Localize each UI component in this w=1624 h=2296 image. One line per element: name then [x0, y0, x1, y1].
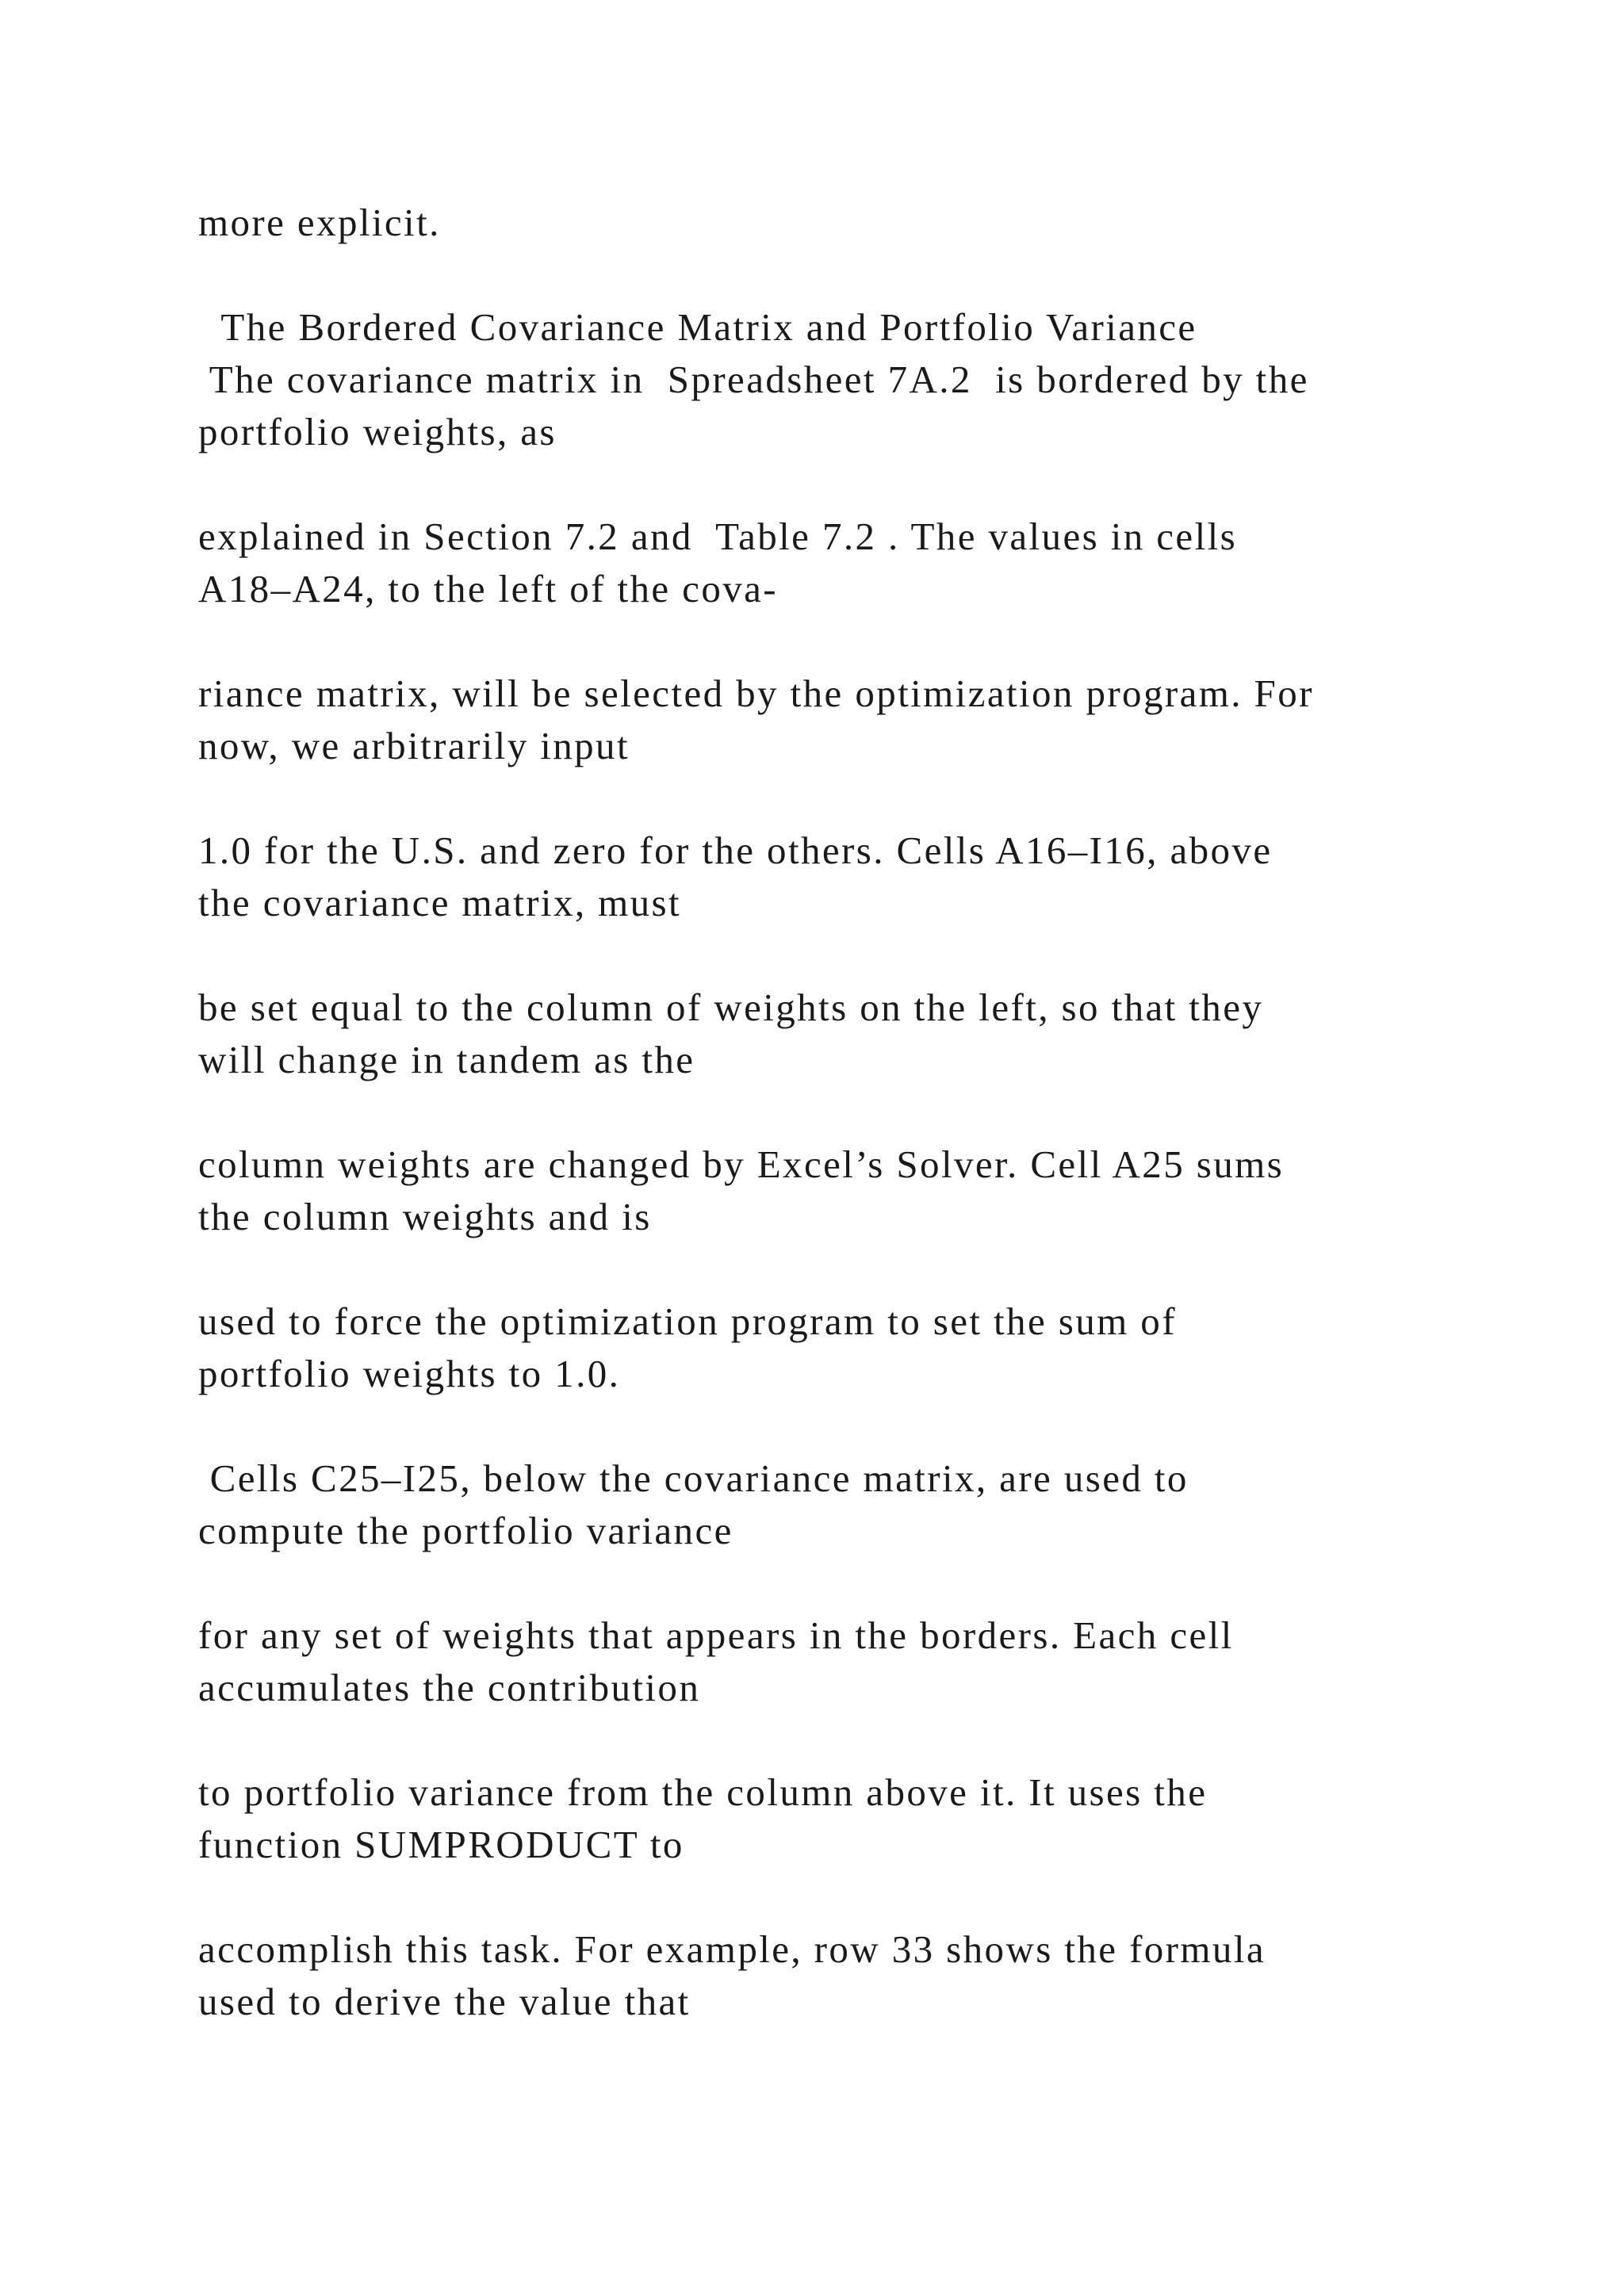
text-line: the column weights and is	[198, 1195, 652, 1238]
text-line: explained in Section 7.2 and Table 7.2 . The values in cells	[198, 515, 1238, 558]
text-line: used to derive the value that	[198, 1980, 691, 2023]
text-line: used to force the optimization program to set the sum of	[198, 1299, 1177, 1343]
text-line: column weights are changed by Excel’s Solver. Cell A25 sums	[198, 1142, 1285, 1186]
text-line: the covariance matrix, must	[198, 881, 682, 924]
section-heading: The Bordered Covariance Matrix and Portfolio Variance	[198, 305, 1197, 349]
paragraph-gap	[198, 1557, 1546, 1609]
text-line: compute the portfolio variance	[198, 1509, 733, 1552]
paragraph-gap	[198, 1871, 1546, 1923]
text-line: accumulates the contribution	[198, 1666, 701, 1709]
paragraph-gap	[198, 249, 1546, 301]
paragraph-gap	[198, 458, 1546, 511]
paragraph-gap	[198, 772, 1546, 825]
paragraph-gap	[198, 929, 1546, 982]
paragraph-gap	[198, 615, 1546, 668]
text-line: 1.0 for the U.S. and zero for the others. Cells A16–I16, above	[198, 828, 1273, 872]
text-line: be set equal to the column of weights on the left, so that they	[198, 985, 1264, 1029]
text-line: to portfolio variance from the column above it. It uses the	[198, 1770, 1208, 1814]
text-line: portfolio weights, as	[198, 410, 557, 453]
text-line: more explicit.	[198, 201, 441, 244]
paragraph-gap	[198, 1400, 1546, 1452]
text-line: now, we arbitrarily input	[198, 724, 630, 767]
paragraph-gap	[198, 1086, 1546, 1138]
text-line: Cells C25–I25, below the covariance matrix, are used to	[198, 1456, 1189, 1500]
text-line: for any set of weights that appears in the borders. Each cell	[198, 1613, 1234, 1657]
text-line: accomplish this task. For example, row 33 shows the formula	[198, 1927, 1266, 1971]
text-line: The covariance matrix in Spreadsheet 7A.2 is bordered by the	[198, 358, 1309, 401]
text-line: portfolio weights to 1.0.	[198, 1352, 621, 1395]
text-line: A18–A24, to the left of the cova-	[198, 567, 778, 610]
paragraph-gap	[198, 1714, 1546, 1766]
paragraph-gap	[198, 1243, 1546, 1295]
document-page	[198, 197, 1546, 2028]
text-line: will change in tandem as the	[198, 1038, 695, 1081]
text-line: riance matrix, will be selected by the optimization program. For	[198, 672, 1314, 715]
text-line: function SUMPRODUCT to	[198, 1823, 684, 1866]
